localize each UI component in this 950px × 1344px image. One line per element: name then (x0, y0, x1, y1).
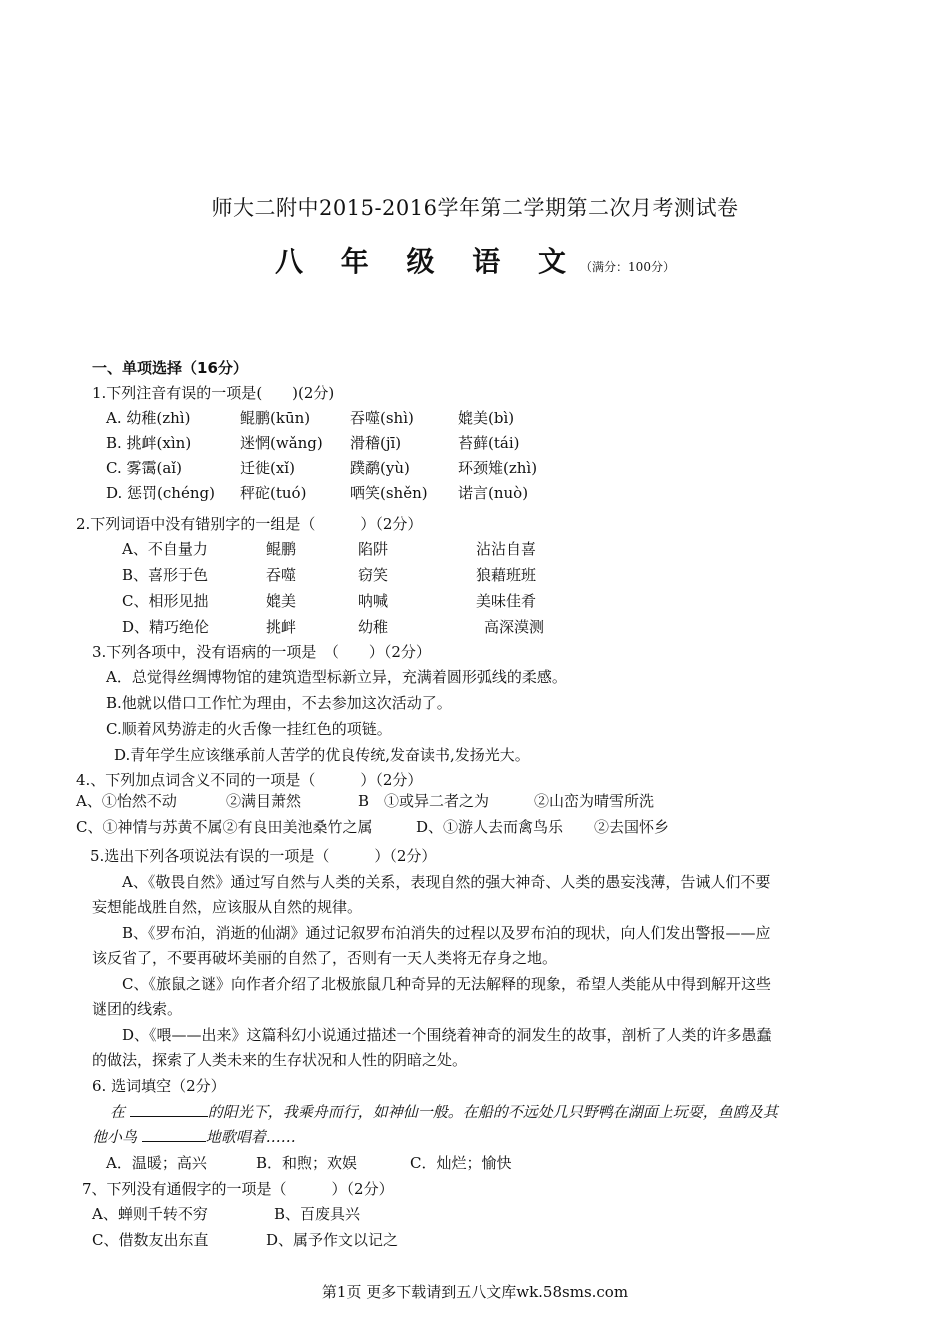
q5-option-cont: 的做法，探索了人类未来的生存状况和人性的阴暗之处。 (92, 1051, 468, 1069)
exam-title: 师大二附中2015-2016学年第二学期第二次月考测试卷 (211, 196, 739, 220)
subject-label: 八 年 级 语 文 (275, 245, 581, 278)
q2-word: 幼稚 (358, 618, 389, 636)
q2-option: B、喜形于色 (122, 566, 209, 584)
q2-word: 美味佳肴 (476, 592, 537, 610)
q1-word: 迁徙(xǐ) (240, 459, 295, 477)
q1-word: 滑稽(jī) (350, 434, 402, 452)
q5-option-cont: 谜团的线索。 (92, 1000, 183, 1018)
q5-option: C、《旅鼠之谜》向作者介绍了北极旅鼠几种奇异的无法解释的现象，希望人类能从中得到解开这些 (122, 975, 771, 993)
q6-stem: 6. 选词填空（2分） (92, 1077, 226, 1095)
q2-word: 狼藉班班 (476, 566, 537, 584)
q5-option: A、《敬畏自然》通过写自然与人类的关系，表现自然的强大神奇、人类的愚妄浅薄，告诫人们不要 (122, 873, 771, 891)
q1-word: 秤砣(tuó) (240, 484, 307, 502)
q4-option: ②满目萧然 (226, 792, 302, 810)
q5-option: B、《罗布泊，消逝的仙湖》通过记叙罗布泊消失的过程以及罗布泊的现状，向人们发出警报——应 (122, 924, 771, 942)
q2-stem: 2.下列词语中没有错别字的一组是（ ）（2分） (76, 515, 423, 533)
q3-stem: 3.下列各项中，没有语病的一项是 （ ）（2分） (92, 643, 431, 661)
q7-option: B、百废具兴 (274, 1205, 361, 1223)
q1-option: A. 幼稚(zhì) (106, 409, 191, 427)
q5-option: D、《喂——出来》这篇科幻小说通过描述一个围绕着神奇的洞发生的故事，剖析了人类的许多愚蠢 (122, 1026, 772, 1044)
q1-word: 迷惘(wǎng) (240, 434, 323, 452)
q6-option: A．温暖；高兴 (106, 1154, 207, 1172)
q3-option: B.他就以借口工作忙为理由，不去参加这次活动了。 (106, 694, 452, 712)
q5-stem: 5.选出下列各项说法有误的一项是（ ）（2分） (90, 847, 437, 865)
q4-option: ②去国怀乡 (594, 818, 670, 836)
q6-sentence (92, 1127, 296, 1147)
q2-option: D、精巧绝伦 (122, 618, 210, 636)
q6-text: 的阳光下，我乘舟而行，如神仙一般。在船的不远处几只野鸭在湖面上玩耍，鱼鸥及其 (207, 1103, 778, 1121)
q1-word: 哂笑(shěn) (350, 484, 428, 502)
q4-option: D、①游人去而禽鸟乐 (416, 818, 564, 836)
q2-word: 窃笑 (358, 566, 389, 584)
q5-option-cont: 该反省了，不要再破坏美丽的自然了，否则有一天人类将无存身之地。 (92, 949, 558, 967)
q3-option: C.顺着风势游走的火舌像一挂红色的项链。 (106, 720, 392, 738)
q1-word: 环颈雉(zhì) (458, 459, 538, 477)
q7-stem: 7、下列没有通假字的一项是（ ）（2分） (82, 1180, 394, 1198)
q5-option-cont: 妄想能战胜自然，应该服从自然的规律。 (92, 898, 363, 916)
q6-text: 他小鸟 (92, 1128, 138, 1146)
q2-word: 挑衅 (266, 618, 297, 636)
q1-word: 苔藓(tái) (458, 434, 520, 452)
q2-word: 高深漠测 (484, 618, 545, 636)
q7-option: A、蝉则千转不穷 (92, 1205, 208, 1223)
q7-option: C、借数友出东直 (92, 1231, 209, 1249)
section-heading: 一、单项选择（16分） (92, 359, 248, 377)
q6-blank[interactable] (130, 1102, 208, 1117)
q2-word: 陷阱 (358, 540, 389, 558)
q2-word: 呐喊 (358, 592, 389, 610)
q1-option: B. 挑衅(xìn) (106, 434, 192, 452)
score-note: （满分：100分） (580, 260, 675, 274)
q1-word: 蹼鹬(yù) (350, 459, 410, 477)
q6-sentence (110, 1102, 778, 1122)
q1-word: 鲲鹏(kūn) (240, 409, 311, 427)
q2-option: A、不自量力 (122, 540, 208, 558)
q2-option: C、相形见拙 (122, 592, 209, 610)
q4-option: C、①神情与苏黄不属②有良田美池桑竹之属 (76, 818, 373, 836)
q4-option: B ①或异二者之为 (358, 792, 490, 810)
q2-word: 媲美 (266, 592, 297, 610)
q2-word: 沾沾自喜 (476, 540, 537, 558)
q1-option: D. 惩罚(chéng) (106, 484, 215, 502)
q6-option: C．灿烂；愉快 (410, 1154, 512, 1172)
q1-word: 媲美(bì) (458, 409, 515, 427)
q6-text: 在 (110, 1103, 126, 1121)
q4-stem: 4.、下列加点词含义不同的一项是（ ）（2分） (76, 771, 423, 789)
q6-text: 地歌唱着…… (205, 1128, 296, 1146)
q1-option: C. 雾霭(aǐ) (106, 459, 182, 477)
q4-option: ②山峦为晴雪所洗 (534, 792, 655, 810)
q6-blank[interactable] (142, 1127, 206, 1142)
q1-word: 吞噬(shì) (350, 409, 414, 427)
page-footer: 第1页 更多下载请到五八文库wk.58sms.com (321, 1283, 629, 1301)
q1-word: 诺言(nuò) (458, 484, 529, 502)
q3-option: D.青年学生应该继承前人苦学的优良传统,发奋读书,发扬光大。 (114, 746, 530, 764)
q3-option: A．总觉得丝绸博物馆的建筑造型标新立异，充满着圆形弧线的柔感。 (106, 668, 567, 686)
q6-option: B．和煦；欢娱 (256, 1154, 358, 1172)
q2-word: 鲲鹏 (266, 540, 297, 558)
q4-option: A、①怡然不动 (76, 792, 177, 810)
exam-subtitle (0, 240, 950, 280)
q7-option: D、属予作文以记之 (266, 1231, 399, 1249)
q1-stem: 1.下列注音有误的一项是( )(2分) (92, 384, 335, 402)
q2-word: 吞噬 (266, 566, 297, 584)
